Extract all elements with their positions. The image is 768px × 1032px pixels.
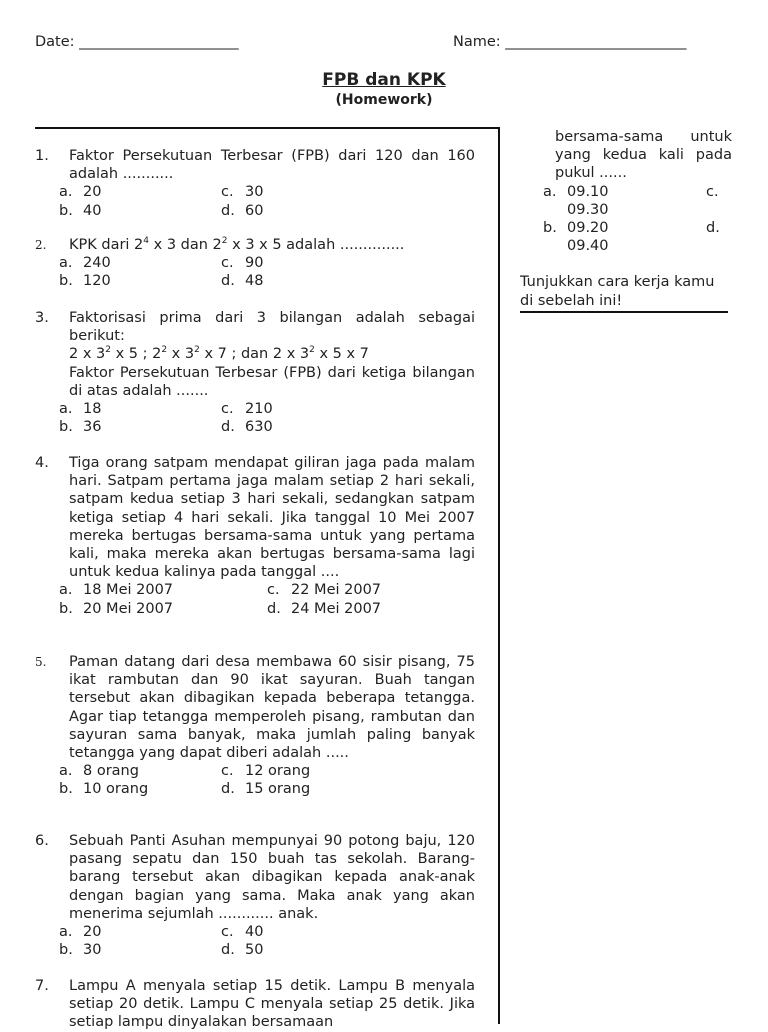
question-number: 4.	[35, 455, 49, 471]
option-b: b. 30	[59, 942, 102, 959]
option-d: d. 50	[221, 942, 264, 959]
answer-options	[59, 183, 475, 219]
option-b: b. 36	[59, 419, 102, 436]
answer-options	[59, 762, 475, 798]
option-d: 09.40	[567, 238, 609, 255]
option-row-b-d: b. 09.20 d.	[543, 220, 720, 236]
option-row-a-c: a. 09.10 c.	[543, 183, 719, 200]
question-1	[35, 147, 475, 220]
question-3	[35, 309, 475, 436]
question-4	[35, 454, 475, 618]
option-d: d. 630	[221, 419, 273, 436]
option-c: c. 30	[221, 184, 264, 201]
question-7	[35, 977, 475, 1032]
option-a: a. 18	[59, 401, 102, 418]
option-b: b. 20 Mei 2007	[59, 600, 174, 617]
answer-options	[59, 254, 475, 290]
option-a: a. 20	[59, 184, 102, 201]
page-title: FPB dan KPK	[322, 70, 446, 90]
option-b: b. 10 orang	[59, 781, 149, 798]
option-a: a. 20	[59, 924, 102, 941]
question-number: 3.	[35, 310, 49, 326]
answer-options	[59, 923, 475, 959]
date-field-label: Date: ______________________	[35, 34, 239, 50]
option-a: a. 240	[59, 255, 111, 272]
option-c: 09.30	[567, 201, 609, 218]
question-text: Faktor Persekutuan Terbesar (FPB) dari 120 dan 160 adalah ...........	[69, 148, 475, 183]
name-field-label: Name: _________________________	[453, 34, 687, 50]
question-text: Paman datang dari desa membawa 60 sisir pisang, 75 ikat rambutan dan 90 ikat sayuran. Buah tangan tersebut akan dibagikan kepada beberapa tetangga. Agar tiap tetangga memperoleh pisang, rambutan dan sayuran sama banyak, maka jumlah paling banyak tetangga yang dapat diberi adalah .....	[69, 654, 475, 762]
option-d: d. 15 orang	[221, 781, 311, 798]
question-6	[35, 832, 475, 959]
option-d: d. 48	[221, 273, 264, 290]
right-column	[520, 128, 732, 313]
option-c: c. 90	[221, 255, 264, 272]
option-c: c. 22 Mei 2007	[267, 582, 382, 599]
question-2	[35, 236, 475, 291]
option-c: c. 12 orang	[221, 763, 311, 780]
question-number: 1.	[35, 148, 49, 164]
option-d: d. 24 Mei 2007	[267, 600, 382, 617]
horizontal-divider	[35, 127, 498, 129]
option-c: c. 210	[221, 401, 273, 418]
option-a: 09.10	[567, 183, 609, 200]
option-b: 09.20	[567, 220, 609, 236]
question-number: 5.	[35, 655, 47, 669]
question-text: Tiga orang satpam mendapat giliran jaga pada malam hari. Satpam pertama jaga malam setiap 2 hari sekali, satpam kedua setiap 3 hari sekali, sedangkan satpam ketiga setiap 4 hari sekali. Jika tanggal 10 Mei 2007 mereka bertugas bersama-sama untuk yang pertama kali, maka mereka akan bertugas bersama-sama lagi untuk kedua kalinya pada tanggal ....	[69, 455, 475, 581]
option-d: d. 60	[221, 202, 264, 219]
instruction-underline	[520, 311, 728, 313]
question-number: 7.	[35, 978, 49, 994]
question-7-continued-text: bersama-sama untuk yang kedua kali pada pukul ......	[555, 129, 732, 182]
option-a: a. 8 orang	[59, 763, 139, 780]
question-text: Sebuah Panti Asuhan mempunyai 90 potong baju, 120 pasang sepatu dan 150 buah tas sekolah. Barang-barang tersebut akan dibagikan kepada anak-anak dengan bagian yang sama. Maka anak yang akan menerima sejumlah ............ anak.	[69, 833, 475, 922]
option-a: a. 18 Mei 2007	[59, 582, 174, 599]
option-c: c. 40	[221, 924, 264, 941]
answer-options	[59, 581, 475, 617]
question-number: 2.	[35, 238, 47, 252]
factorization-line: 2 x $3^2$ x 5 ; $2^2$ x $3^2$ x 7 ; dan 2 x $3^2$ x 5 x 7	[69, 345, 369, 363]
question-5	[35, 653, 475, 799]
answer-options	[59, 400, 475, 436]
option-b: b. 40	[59, 202, 102, 219]
column-divider	[498, 127, 500, 1024]
question-text: Lampu A menyala setiap 15 detik. Lampu B menyala setiap 20 detik. Lampu C menyala setiap 25 detik. Jika setiap lampu dinyalakan bersamaan	[69, 978, 475, 1031]
question-text: Faktorisasi prima dari 3 bilangan adalah sebagai berikut: 2 x $3^2$ x 5 ; $2^2$ x $3^2$ x 7 ; dan 2 x $3^2$ x 5 x 7 Faktor Persekutuan Terbesar (FPB) dari ketiga bilangan di atas adalah .......	[69, 310, 475, 399]
question-text: KPK dari $2^4$ x 3 dan $2^2$ x 3 x 5 adalah ..............	[69, 236, 405, 253]
page-subtitle: (Homework)	[335, 92, 433, 108]
question-number: 6.	[35, 833, 49, 849]
option-b: b. 120	[59, 273, 111, 290]
work-instruction: Tunjukkan cara kerja kamu di sebelah ini!	[520, 274, 715, 309]
